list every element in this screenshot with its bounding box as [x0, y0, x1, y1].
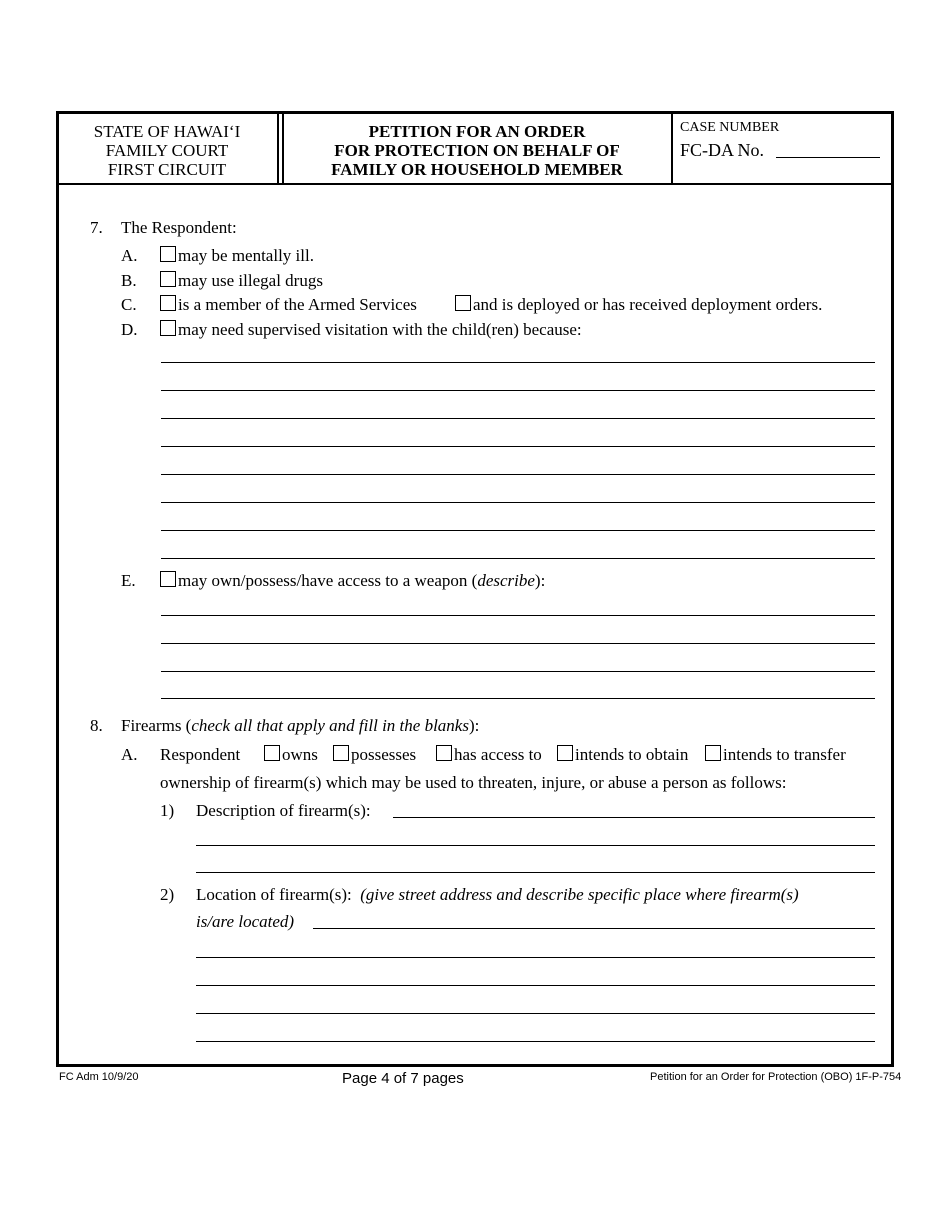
option-has-access	[436, 745, 542, 765]
checkbox-7b[interactable]	[160, 271, 176, 287]
checkbox-7d[interactable]	[160, 320, 176, 336]
answer-line-description[interactable]	[196, 872, 875, 873]
item-7b-letter: B.	[121, 271, 137, 290]
item-7a-letter: A.	[121, 246, 138, 265]
footer-page-number: Page 4 of 7 pages	[342, 1070, 464, 1087]
item-7a-text: may be mentally ill.	[178, 246, 314, 265]
answer-line-location[interactable]	[196, 1041, 875, 1042]
case-number-field[interactable]	[776, 157, 880, 158]
checkbox-owns[interactable]	[264, 745, 280, 761]
option-intends-obtain-text: intends to obtain	[575, 745, 689, 764]
item-7e	[160, 571, 545, 591]
sub-2-label-text: Location of firearm(s):	[196, 885, 352, 904]
answer-line-location[interactable]	[196, 957, 875, 958]
section-7-number: 7.	[90, 218, 103, 237]
item-8a-lead: Respondent	[160, 745, 241, 764]
answer-line-7d[interactable]	[161, 390, 875, 391]
answer-line-7e[interactable]	[161, 698, 875, 699]
header-divider-left-inner	[282, 113, 284, 184]
item-7c-deployed-text: and is deployed or has received deployment orders.	[473, 295, 823, 314]
option-owns-text: owns	[282, 745, 318, 764]
court-family: FAMILY COURT	[105, 141, 229, 160]
answer-line-7d[interactable]	[161, 418, 875, 419]
item-7c-letter: C.	[121, 295, 137, 314]
checkbox-7e[interactable]	[160, 571, 176, 587]
sub-2-label	[196, 885, 799, 905]
answer-line-7d[interactable]	[161, 474, 875, 475]
answer-line-7d[interactable]	[161, 530, 875, 531]
item-7c	[160, 295, 417, 315]
option-possesses	[333, 745, 416, 765]
item-7e-letter: E.	[121, 571, 136, 590]
item-8a-continuation: ownership of firearm(s) which may be used to threaten, injure, or abuse a person as follows:	[160, 773, 787, 792]
item-7d	[160, 320, 582, 340]
item-7a	[160, 246, 314, 266]
sub-2-instruction-end: is/are located)	[196, 912, 295, 931]
footer-form-title: Petition for an Order for Protection (OBO) 1F-P-754	[650, 1071, 902, 1083]
sub-1-label: Description of firearm(s):	[196, 801, 371, 820]
sub-2-instruction: (give street address and describe specific place where firearm(s)	[360, 885, 799, 904]
answer-line-location[interactable]	[196, 985, 875, 986]
answer-line-7d[interactable]	[161, 446, 875, 447]
answer-line-description[interactable]	[393, 817, 875, 818]
footer-form-code: FC Adm 10/9/20	[59, 1071, 139, 1083]
answer-line-7d[interactable]	[161, 362, 875, 363]
answer-line-location[interactable]	[313, 928, 875, 929]
section-8-heading-text: Firearms (	[121, 716, 192, 735]
title-line-3: FAMILY OR HOUSEHOLD MEMBER	[331, 160, 623, 179]
answer-line-7e[interactable]	[161, 671, 875, 672]
title-line-2: FOR PROTECTION ON BEHALF OF	[334, 141, 620, 160]
section-8-heading-instruction: check all that apply and fill in the blanks	[191, 716, 469, 735]
checkbox-7c-deployed[interactable]	[455, 295, 471, 311]
section-8-heading-end: ):	[468, 716, 480, 735]
court-state: STATE OF HAWAI‘I	[93, 122, 241, 141]
form-title	[285, 122, 669, 179]
option-owns	[264, 745, 318, 765]
item-7b	[160, 271, 323, 291]
checkbox-intends-obtain[interactable]	[557, 745, 573, 761]
item-7e-describe: describe	[477, 571, 535, 590]
option-possesses-text: possesses	[351, 745, 417, 764]
checkbox-intends-transfer[interactable]	[705, 745, 721, 761]
option-intends-transfer-text: intends to transfer	[723, 745, 846, 764]
item-7c-deployed	[455, 295, 822, 315]
header-divider	[56, 183, 894, 185]
section-7-heading: The Respondent:	[121, 218, 237, 237]
option-intends-obtain	[557, 745, 688, 765]
court-circuit: FIRST CIRCUIT	[107, 160, 227, 179]
item-8a-letter: A.	[121, 745, 138, 764]
answer-line-7e[interactable]	[161, 615, 875, 616]
item-7d-letter: D.	[121, 320, 138, 339]
option-has-access-text: has access to	[454, 745, 542, 764]
item-7c-text: is a member of the Armed Services	[178, 295, 417, 314]
answer-line-description[interactable]	[196, 845, 875, 846]
header-divider-right	[671, 113, 673, 184]
checkbox-7c[interactable]	[160, 295, 176, 311]
sub-2-instruction-cont	[196, 912, 294, 932]
header-divider-left	[277, 113, 279, 184]
checkbox-7a[interactable]	[160, 246, 176, 262]
item-7b-text: may use illegal drugs	[178, 271, 323, 290]
court-name	[60, 122, 274, 179]
section-8-heading	[121, 716, 479, 736]
item-7d-text: may need supervised visitation with the child(ren) because:	[178, 320, 582, 339]
checkbox-has-access[interactable]	[436, 745, 452, 761]
case-number-label: CASE NUMBER	[680, 120, 780, 135]
item-7e-text-end: ):	[534, 571, 546, 590]
checkbox-possesses[interactable]	[333, 745, 349, 761]
sub-1-number: 1)	[160, 801, 175, 820]
option-intends-transfer	[705, 745, 846, 765]
case-prefix: FC-DA No.	[680, 140, 765, 160]
answer-line-7d[interactable]	[161, 502, 875, 503]
title-line-1: PETITION FOR AN ORDER	[368, 122, 586, 141]
answer-line-7e[interactable]	[161, 643, 875, 644]
section-8-number: 8.	[90, 716, 103, 735]
item-7e-text: may own/possess/have access to a weapon (	[178, 571, 478, 590]
sub-2-number: 2)	[160, 885, 175, 904]
answer-line-7d[interactable]	[161, 558, 875, 559]
answer-line-location[interactable]	[196, 1013, 875, 1014]
